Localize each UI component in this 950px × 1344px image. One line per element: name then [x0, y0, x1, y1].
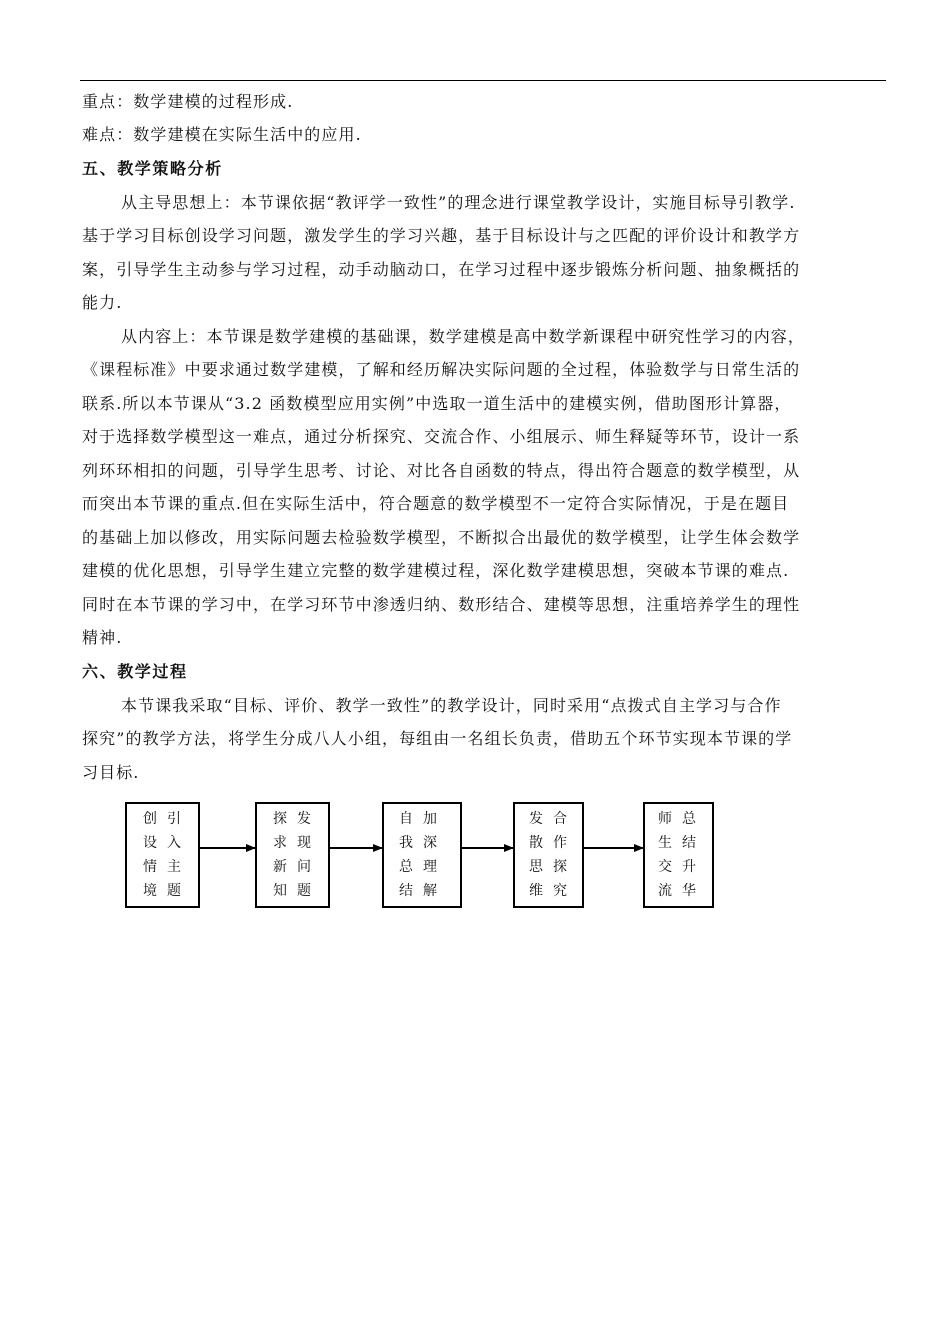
flow-step-3	[382, 802, 462, 908]
section-5-title: 五、教学策略分析	[82, 159, 223, 178]
paragraph-content-line: 精神.	[82, 628, 123, 647]
flow-step-1	[125, 802, 200, 908]
paragraph-process-line: 探究”的教学方法，将学生分成八人小组，每组由一名组长负责，借助五个环节实现本节课的学	[82, 729, 793, 748]
flow-step-2	[255, 802, 330, 908]
flow-step-3-left: 自我总结	[399, 811, 413, 899]
flow-step-5-left: 师生交流	[658, 811, 672, 899]
paragraph-content-line: 对于选择数学模型这一难点，通过分析探究、交流合作、小组展示、师生释疑等环节，设计一系	[82, 427, 801, 446]
flow-step-4	[513, 802, 584, 908]
paragraph-strategy-line: 基于学习目标创设学习问题，激发学生的学习兴趣，基于目标设计与之匹配的评价设计和教学方	[82, 226, 801, 245]
paragraph-strategy-line: 案，引导学生主动参与学习过程，动手动脑动口，在学习过程中逐步锻炼分析问题、抽象概括的	[82, 260, 801, 279]
paragraph-content-line: 从内容上：本节课是数学建模的基础课，数学建模是高中数学新课程中研究性学习的内容，	[121, 327, 806, 346]
paragraph-process-line: 习目标.	[82, 763, 140, 782]
key-point: 重点：数学建模的过程形成.	[82, 92, 294, 111]
paragraph-content-line: 而突出本节课的重点.但在实际生活中，符合题意的数学模型不一定符合实际情况，于是在题目	[82, 494, 790, 513]
flow-step-2-right: 发现问题	[297, 811, 311, 899]
paragraph-strategy-line: 从主导思想上：本节课依据“教评学一致性”的理念进行课堂教学设计，实施目标导引教学.	[121, 193, 796, 212]
paragraph-content-line: 《课程标准》中要求通过数学建模，了解和经历解决实际问题的全过程，体验数学与日常生活的	[82, 360, 801, 379]
flow-step-4-right: 合作探究	[553, 811, 567, 899]
paragraph-content-line: 建模的优化思想，引导学生建立完整的数学建模过程，深化数学建模思想，突破本节课的难点.	[82, 561, 790, 580]
flow-step-4-left: 发散思维	[529, 811, 543, 899]
flow-step-3-right: 加深理解	[423, 811, 437, 899]
difficulty: 难点：数学建模在实际生活中的应用.	[82, 125, 362, 144]
paragraph-content-line: 同时在本节课的学习中，在学习环节中渗透归纳、数形结合、建模等思想，注重培养学生的理性	[82, 595, 801, 614]
flow-step-1-right: 引入主题	[167, 811, 181, 899]
flow-step-5	[643, 802, 714, 908]
section-6-title: 六、教学过程	[82, 662, 188, 681]
paragraph-content-line: 列环环相扣的问题，引导学生思考、讨论、对比各自函数的特点，得出符合题意的数学模型，从	[82, 461, 801, 480]
paragraph-content-line: 的基础上加以修改，用实际问题去检验数学模型，不断拟合出最优的数学模型，让学生体会数学	[82, 528, 801, 547]
flow-step-1-left: 创设情境	[143, 811, 157, 899]
paragraph-strategy-line: 能力.	[82, 293, 123, 312]
flow-step-2-left: 探求新知	[273, 811, 287, 899]
flow-step-5-right: 总结升华	[682, 811, 696, 899]
paragraph-process-line: 本节课我采取“目标、评价、教学一致性”的教学设计，同时采用“点拨式自主学习与合作	[121, 696, 782, 715]
paragraph-content-line: 联系.所以本节课从“3.2 函数模型应用实例”中选取一道生活中的建模实例，借助图形计算器，	[82, 394, 792, 413]
